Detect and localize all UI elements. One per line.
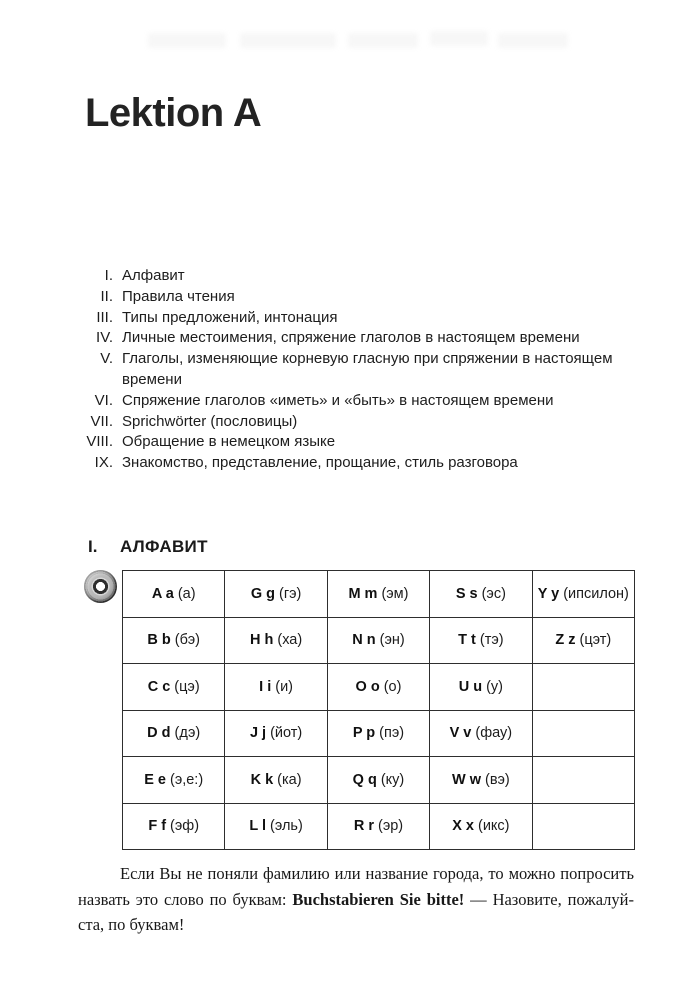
note-line: Если Вы не поняли фамилию или название города, то можно попросить (120, 864, 634, 883)
alphabet-cell: H h (ха) (225, 617, 327, 664)
list-item-numeral: IX. (94, 454, 113, 472)
alphabet-cell: S s (эс) (430, 571, 532, 618)
table-row (123, 710, 635, 757)
alphabet-cell: R r (эр) (327, 803, 429, 850)
alphabet-cell: M m (эм) (327, 571, 429, 618)
alphabet-cell: U u (у) (430, 664, 532, 711)
alphabet-cell (532, 803, 634, 850)
note-line: ста, по буквам! (78, 915, 185, 934)
table-row (123, 617, 635, 664)
list-item-text: Sprichwörter (пословицы) (122, 412, 298, 430)
alphabet-cell: K k (ка) (225, 757, 327, 804)
section-title: АЛФАВИТ (120, 537, 208, 556)
list-item-text: Обращение в немецком языке (122, 433, 336, 451)
page-title: Lektion A (85, 91, 262, 135)
list-item-numeral: IV. (96, 329, 113, 347)
list-item-text: Спряжение глаголов «иметь» и «быть» в настоящем времени (122, 391, 554, 409)
list-item (60, 391, 640, 412)
list-item-numeral: V. (100, 350, 113, 368)
page-bleed-through (148, 30, 568, 52)
list-item-numeral: VI. (94, 391, 113, 409)
alphabet-cell: E e (э,е:) (123, 757, 225, 804)
alphabet-cell: W w (вэ) (430, 757, 532, 804)
alphabet-cell: L l (эль) (225, 803, 327, 850)
alphabet-cell: F f (эф) (123, 803, 225, 850)
alphabet-cell (532, 710, 634, 757)
table-row (123, 664, 635, 711)
alphabet-cell: C c (цэ) (123, 664, 225, 711)
table-row (123, 757, 635, 804)
list-item (60, 432, 640, 453)
alphabet-cell: Z z (цэт) (532, 617, 634, 664)
list-item-text: Правила чтения (122, 287, 235, 305)
list-item (60, 412, 640, 433)
list-item-text: Глаголы, изменяющие корневую гласную при спряжении в настоящем времени (122, 350, 613, 388)
alphabet-cell: A a (а) (123, 571, 225, 618)
alphabet-cell: N n (эн) (327, 617, 429, 664)
alphabet-cell: G g (гэ) (225, 571, 327, 618)
list-item-text: Типы предложений, интонация (122, 308, 338, 326)
list-item-numeral: III. (96, 308, 113, 326)
note-line: назвать это слово по буквам: Buchstabieren Sie bitte! — Назовите, пожалуй- (78, 889, 634, 909)
alphabet-cell: Q q (ку) (327, 757, 429, 804)
list-item (60, 453, 640, 474)
list-item-numeral: II. (100, 287, 113, 305)
german-phrase: Buchstabieren Sie bitte! (292, 889, 465, 909)
list-item-numeral: I. (104, 267, 113, 284)
alphabet-cell: J j (йот) (225, 710, 327, 757)
alphabet-cell (532, 757, 634, 804)
alphabet-cell: P p (пэ) (327, 710, 429, 757)
list-item-text: Знакомство, представление, прощание, стиль разговора (122, 454, 518, 472)
lesson-contents-list (60, 266, 640, 474)
alphabet-cell: Y y (ипсилон) (532, 571, 634, 618)
list-item (60, 266, 640, 287)
table-row (123, 571, 635, 618)
alphabet-cell: T t (тэ) (430, 617, 532, 664)
list-item-numeral: VIII. (86, 433, 113, 451)
alphabet-cell: I i (и) (225, 664, 327, 711)
alphabet-cell: D d (дэ) (123, 710, 225, 757)
list-item-text: Личные местоимения, спряжение глаголов в настоящем времени (122, 329, 580, 347)
alphabet-cell: B b (бэ) (123, 617, 225, 664)
alphabet-cell: V v (фау) (430, 710, 532, 757)
list-item (60, 349, 640, 391)
list-item (60, 328, 640, 349)
section-numeral: I. (88, 537, 98, 556)
list-item-text: Алфавит (122, 267, 185, 284)
alphabet-cell: X x (икс) (430, 803, 532, 850)
cd-audio-icon (84, 570, 117, 603)
list-item (60, 308, 640, 329)
list-item-numeral: VII. (90, 412, 113, 430)
alphabet-cell (532, 664, 634, 711)
table-row (123, 803, 635, 850)
list-item (60, 287, 640, 308)
alphabet-cell: O o (о) (327, 664, 429, 711)
alphabet-table (122, 570, 635, 850)
section-heading (88, 537, 208, 557)
note-paragraph (78, 861, 634, 938)
